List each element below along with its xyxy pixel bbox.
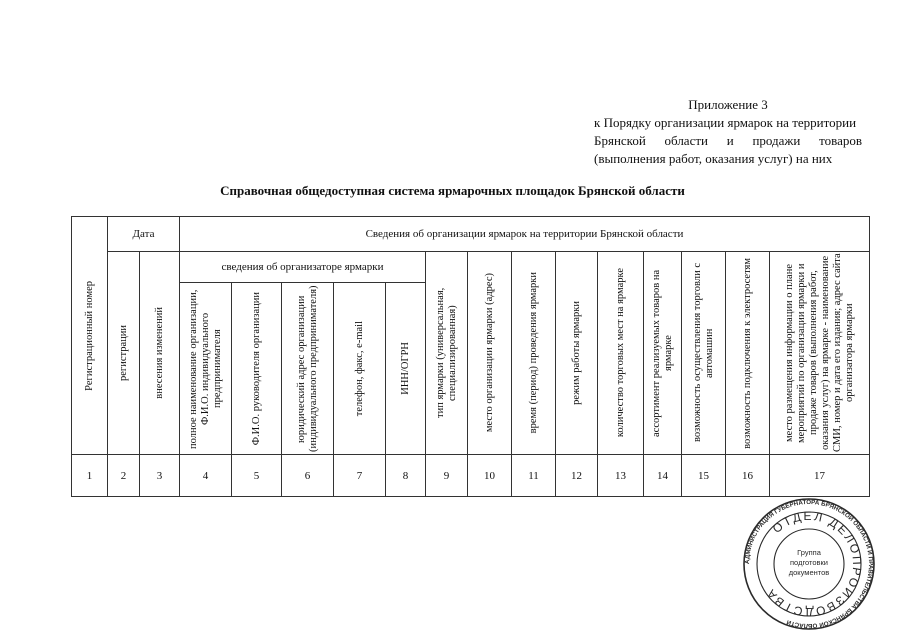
stamp-center-line-1: Группа (797, 548, 821, 557)
info-placement-header: место размещения информации о плане мероприятий по организации ярмарки и продаже товаров (выполнения работ, оказания услуг) на ярмарке - наименование СМИ, номер и дата его издания; адрес сайта организатора ярмарки (770, 252, 870, 455)
col-number-13: 13 (598, 455, 644, 497)
fair-time-header: время (период) проведения ярмарки (512, 252, 556, 455)
org-contacts-header: телефон, факс, e-mail (334, 283, 386, 455)
fairs-table (71, 216, 870, 497)
col-number-10: 10 (468, 455, 512, 497)
col-number-1: 1 (72, 455, 108, 497)
col-number-15: 15 (682, 455, 726, 497)
car-trade-header: возможность осуществления торговли с автомашин (682, 252, 726, 455)
info-group-header: Сведения об организации ярмарок на территории Брянской области (180, 217, 870, 252)
appendix-title: Приложение 3 (688, 97, 768, 112)
col-number-12: 12 (556, 455, 598, 497)
org-inn-header: ИНН/ОГРН (386, 283, 426, 455)
col-number-8: 8 (386, 455, 426, 497)
appendix-line-3: (выполнения работ, оказания услуг) на них (594, 151, 833, 166)
date-group-header: Дата (108, 217, 180, 252)
org-address-header: юридический адрес организации (индивидуального предпринимателя) (282, 283, 334, 455)
appendix-block (594, 96, 862, 168)
stamp-center-line-2: подготовки (790, 558, 828, 567)
appendix-line-1: к Порядку организации ярмарок на территории (594, 115, 857, 130)
appendix-line-2: Брянской области и продажи товаров (594, 133, 862, 148)
fair-mode-header: режим работы ярмарки (556, 252, 598, 455)
col-number-5: 5 (232, 455, 282, 497)
date-changes-header: внесения изменений (140, 252, 180, 455)
date-registration-header: регистрации (108, 252, 140, 455)
col-number-6: 6 (282, 455, 334, 497)
reg-number-header: Регистрационный номер (72, 217, 108, 455)
stamp-outer-text: АДМИНИСТРАЦИЯ ГУБЕРНАТОРА БРЯНСКОЙ ОБЛАСТИ И ПРАВИТЕЛЬСТВА БРЯНСКОЙ ОБЛАСТИ (743, 498, 875, 630)
stamp-center-line-3: документов (788, 568, 830, 577)
col-number-9: 9 (426, 455, 468, 497)
office-stamp (742, 497, 876, 631)
org-name-header: полное наименование организации, Ф.И.О. индивидуального предпринимателя (180, 283, 232, 455)
assortment-header: ассортимент реализуемых товаров на ярмарке (644, 252, 682, 455)
fair-type-header: тип ярмарки (универсальная, специализированная) (426, 252, 468, 455)
organizer-group-header: сведения об организаторе ярмарки (180, 252, 426, 283)
trade-places-header: количество торговых мест на ярмарке (598, 252, 644, 455)
col-number-7: 7 (334, 455, 386, 497)
col-number-16: 16 (726, 455, 770, 497)
col-number-4: 4 (180, 455, 232, 497)
col-number-11: 11 (512, 455, 556, 497)
col-number-3: 3 (140, 455, 180, 497)
col-number-14: 14 (644, 455, 682, 497)
org-head-header: Ф.И.О. руководителя организации (232, 283, 282, 455)
stamp-middle-text: ОТДЕЛ ДЕЛОПРОИЗВОДСТВА (762, 508, 865, 620)
col-number-17: 17 (770, 455, 870, 497)
col-number-2: 2 (108, 455, 140, 497)
electricity-header: возможность подключения к электросетям (726, 252, 770, 455)
fair-place-header: место организации ярмарки (адрес) (468, 252, 512, 455)
table-title: Справочная общедоступная система ярмарочных площадок Брянской области (220, 183, 685, 198)
